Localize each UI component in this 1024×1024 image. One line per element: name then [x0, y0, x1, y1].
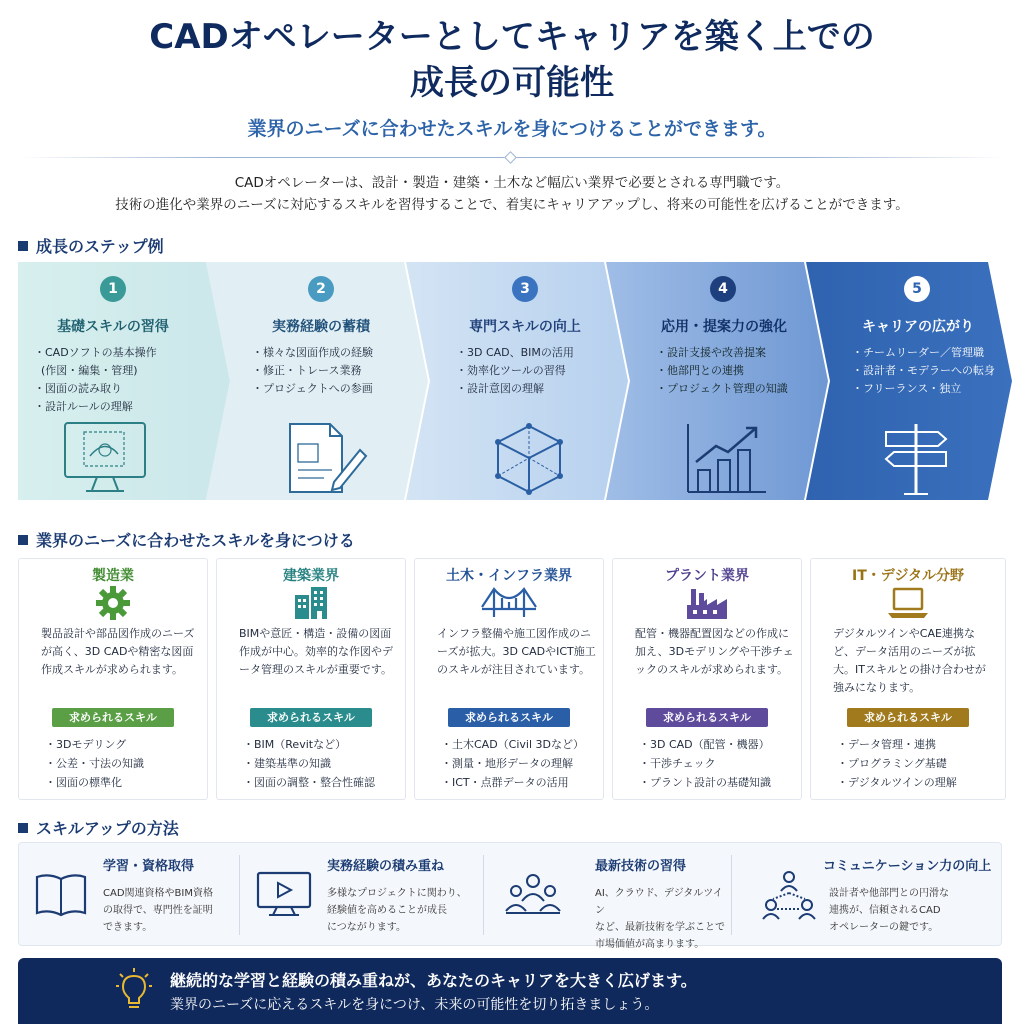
- heading-square-icon: [18, 823, 28, 833]
- method-technology: [485, 843, 725, 950]
- skills-list: [441, 735, 584, 792]
- method-title: 実務経験の積み重ね: [327, 859, 445, 874]
- card-title: IT・デジタル分野: [852, 568, 964, 584]
- list-item: ・様々な図面作成の経験: [252, 346, 373, 359]
- footer-banner: [18, 958, 1002, 1024]
- step-4: [606, 262, 828, 500]
- card-description: 製品設計や部品図作成のニーズが高く、3D CADや精密な図面作成スキルが求められます。: [41, 627, 195, 676]
- skills-list: [243, 735, 375, 792]
- list-item: ・設計意図の理解: [456, 382, 544, 395]
- industry-heading: [18, 528, 355, 551]
- title-line-2: 成長の可能性: [410, 63, 614, 103]
- industry-card-architecture: [216, 558, 406, 800]
- industry-heading-text: 業界のニーズに合わせたスキルを身につける: [36, 531, 355, 550]
- step-5-title: キャリアの広がり: [862, 319, 974, 335]
- title-line-1: CADオペレーターとしてキャリアを築く上での: [149, 17, 875, 57]
- list-item: ・3D CAD（配管・機器）: [639, 738, 770, 751]
- method-study: [19, 843, 239, 947]
- method-description: AI、クラウド、デジタルツイン など、最新技術を学ぶことで 市場価値が高まります。: [595, 888, 725, 950]
- skills-badge: 求められるスキル: [52, 708, 174, 727]
- step-2-title: 実務経験の蓄積: [272, 319, 370, 335]
- method-experience: [241, 843, 481, 947]
- step-2-list: [252, 344, 373, 398]
- step-1: [18, 262, 230, 500]
- list-item: ・プログラミング基礎: [837, 757, 947, 770]
- methods-panel: [18, 842, 1002, 950]
- list-item: ・図面の調整・整合性確認: [243, 776, 375, 789]
- skills-badge: 求められるスキル: [250, 708, 372, 727]
- heading-square-icon: [18, 241, 28, 251]
- method-divider: [239, 855, 240, 935]
- step-1-title: 基礎スキルの習得: [57, 319, 169, 335]
- document-pencil-icon: [284, 420, 370, 496]
- monitor-drawing-icon: [62, 420, 148, 496]
- list-item: ・建築基準の知識: [243, 757, 331, 770]
- page-title: [0, 14, 1024, 106]
- industry-card-civil: [414, 558, 604, 800]
- list-item: ・公差・寸法の知識: [45, 757, 144, 770]
- steps-heading-text: 成長のステップ例: [36, 237, 164, 256]
- list-item: ・BIM（Revitなど）: [243, 738, 347, 751]
- divider-diamond: [504, 151, 517, 164]
- step-1-list: [34, 344, 157, 416]
- step-3: [406, 262, 628, 500]
- growth-chart-icon: [684, 420, 770, 496]
- method-description: 設計者や他部門との円滑な 連携が、信頼されるCAD オペレーターの鍵です。: [829, 888, 949, 933]
- step-3-number: 3: [512, 276, 538, 302]
- list-item: ・CADソフトの基本操作: [34, 346, 157, 359]
- step-4-number: 4: [710, 276, 736, 302]
- list-item: ・効率化ツールの習得: [456, 364, 566, 377]
- method-description: 多様なプロジェクトに関わり、 経験値を高めることが成長 につながります。: [327, 888, 467, 933]
- card-description: BIMや意匠・構造・設備の図面作成が中心。効率的な作図やデータ管理のスキルが重要です。: [239, 627, 393, 676]
- list-item: ・3D CAD、BIMの活用: [456, 346, 574, 359]
- open-book-icon: [33, 869, 89, 919]
- intro-text: [0, 172, 1024, 216]
- steps-flow: [18, 262, 1012, 500]
- industry-cards: [18, 558, 1006, 800]
- skills-badge: 求められるスキル: [448, 708, 570, 727]
- card-title: プラント業界: [665, 568, 749, 584]
- method-divider: [483, 855, 484, 935]
- list-item: ・データ管理・連携: [837, 738, 936, 751]
- list-item: ・プロジェクトへの参画: [252, 382, 373, 395]
- step-4-title: 応用・提案力の強化: [661, 319, 787, 335]
- skills-list: [45, 735, 144, 792]
- industry-card-plant: [612, 558, 802, 800]
- intro-line-1: CADオペレーターは、設計・製造・建築・土木など幅広い業界で必要とされる専門職です。: [234, 175, 790, 191]
- list-item: ・プラント設計の基礎知識: [639, 776, 771, 789]
- step-4-list: [656, 344, 788, 398]
- method-title: 最新技術の習得: [595, 859, 687, 874]
- list-item: ・設計支援や改善提案: [656, 346, 766, 359]
- factory-icon: [685, 585, 729, 621]
- step-3-title: 専門スキルの向上: [469, 319, 581, 335]
- skills-badge: 求められるスキル: [847, 708, 969, 727]
- card-description: インフラ整備や施工図作成のニーズが拡大。3D CADやICT施工のスキルが注目されています。: [437, 627, 596, 676]
- intro-line-2: 技術の進化や業界のニーズに対応するスキルを習得することで、着実にキャリアアップし、将来の可能性を広げることができます。: [115, 197, 909, 213]
- card-description: デジタルツインやCAE連携など、データ活用のニーズが拡大。ITスキルとの掛け合わせが強みになります。: [833, 627, 986, 694]
- list-item: ・測量・地形データの理解: [441, 757, 573, 770]
- list-item: ・フリーランス・独立: [852, 382, 962, 395]
- footer-subline: 業界のニーズに応えるスキルを身につけ、未来の可能性を切り拓きましょう。: [170, 997, 659, 1013]
- list-item: ・3Dモデリング: [45, 738, 127, 751]
- list-item: ・チームリーダー／管理職: [852, 346, 984, 359]
- bridge-icon: [480, 585, 538, 621]
- laptop-icon: [886, 585, 930, 621]
- list-item: ・ICT・点群データの活用: [441, 776, 569, 789]
- steps-heading: [18, 234, 164, 257]
- skills-list: [837, 735, 957, 792]
- step-3-list: [456, 344, 574, 398]
- list-item: ・他部門との連携: [656, 364, 744, 377]
- card-description: 配管・機器配置図などの作成に加え、3Dモデリングや干渉チェックのスキルが求められます。: [635, 627, 794, 676]
- step-5-number: 5: [904, 276, 930, 302]
- list-item: ・デジタルツインの理解: [837, 776, 957, 789]
- industry-card-manufacturing: [18, 558, 208, 800]
- list-item: ・図面の読み取り: [34, 382, 122, 395]
- list-item: ・干渉チェック: [639, 757, 716, 770]
- method-divider: [731, 855, 732, 935]
- skills-list: [639, 735, 771, 792]
- method-title: 学習・資格取得: [103, 859, 195, 874]
- methods-heading: [18, 816, 179, 839]
- list-item: ・土木CAD（Civil 3Dなど）: [441, 738, 584, 751]
- video-screen-icon: [255, 869, 313, 919]
- heading-square-icon: [18, 535, 28, 545]
- method-title: コミュニケーション力の向上: [823, 859, 992, 874]
- signpost-icon: [876, 420, 956, 496]
- step-5: [806, 262, 1012, 500]
- lightbulb-icon: [114, 968, 154, 1014]
- step-2-number: 2: [308, 276, 334, 302]
- list-item: ・図面の標準化: [45, 776, 122, 789]
- step-2: [206, 262, 428, 500]
- list-item: (作図・編集・管理): [41, 364, 138, 377]
- 3d-cube-icon: [486, 420, 572, 496]
- skills-badge: 求められるスキル: [646, 708, 768, 727]
- method-communication: [733, 843, 1003, 947]
- method-description: CAD関連資格やBIM資格 の取得で、専門性を証明 できます。: [103, 888, 213, 933]
- people-group-icon: [503, 869, 563, 919]
- card-title: 土木・インフラ業界: [446, 568, 572, 584]
- list-item: ・プロジェクト管理の知識: [656, 382, 788, 395]
- list-item: ・設計ルールの理解: [34, 400, 133, 413]
- gear-icon: [95, 585, 131, 621]
- step-1-number: 1: [100, 276, 126, 302]
- building-icon: [291, 585, 331, 621]
- network-people-icon: [759, 869, 819, 923]
- card-title: 建築業界: [283, 568, 339, 584]
- page-subtitle: 業界のニーズに合わせたスキルを身につけることができます。: [247, 118, 777, 140]
- industry-card-it: [810, 558, 1006, 800]
- methods-heading-text: スキルアップの方法: [36, 819, 179, 838]
- list-item: ・修正・トレース業務: [252, 364, 362, 377]
- list-item: ・設計者・モデラーへの転身: [852, 364, 995, 377]
- footer-headline: 継続的な学習と経験の積み重ねが、あなたのキャリアを大きく広げます。: [170, 971, 697, 990]
- card-title: 製造業: [92, 568, 134, 584]
- step-5-list: [852, 344, 995, 398]
